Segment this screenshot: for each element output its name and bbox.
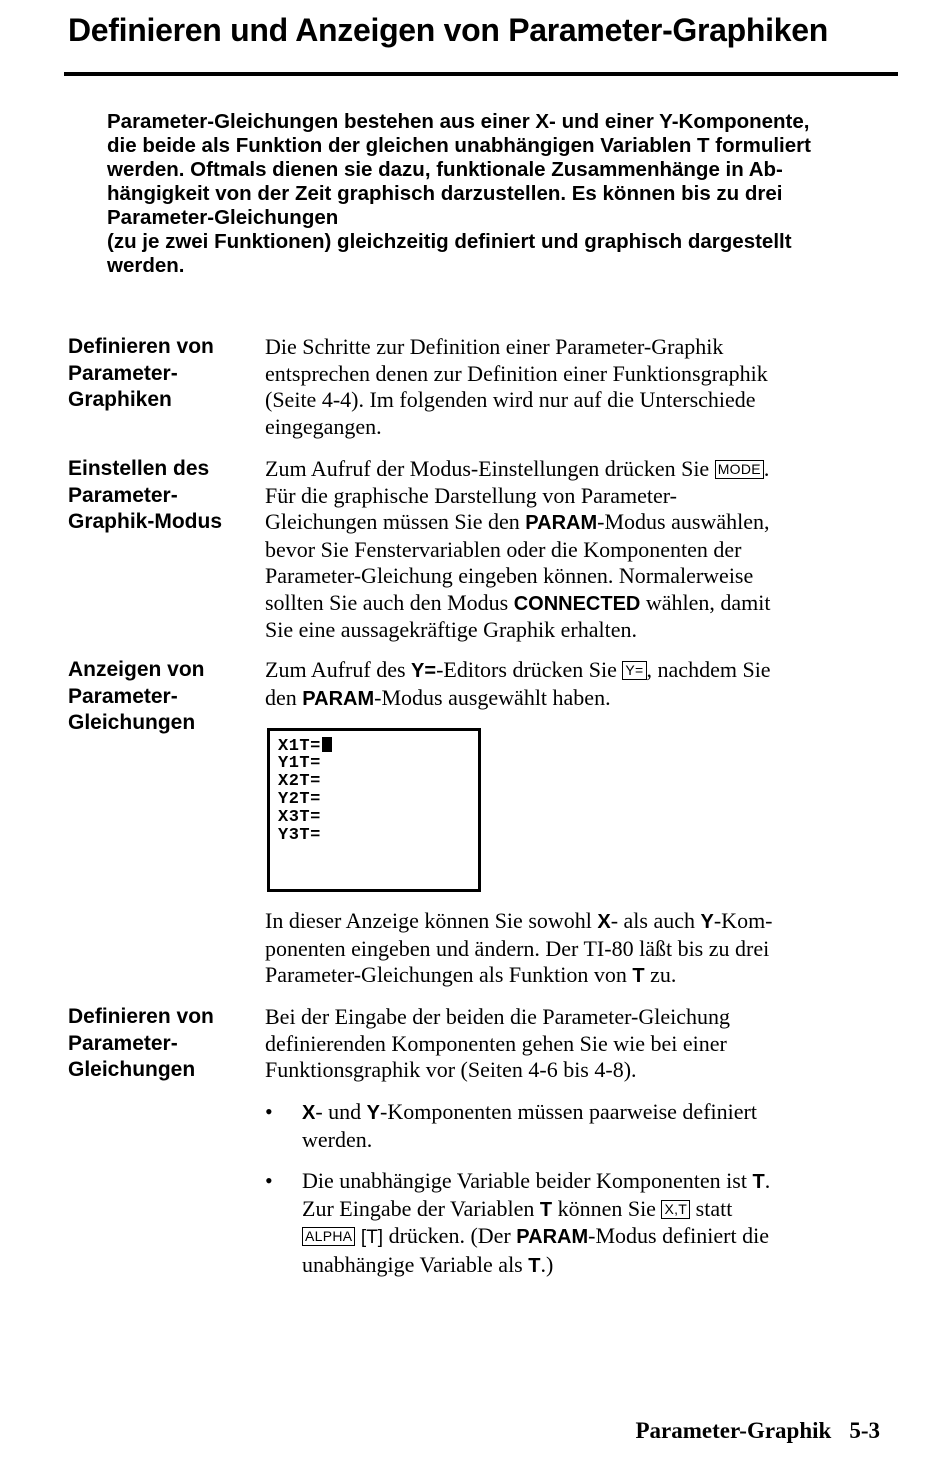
screen-line: X1T=: [278, 737, 332, 755]
section-body-modus: [265, 456, 905, 644]
heading-line: Parameter-: [68, 483, 178, 507]
title-rule: [64, 72, 898, 76]
section-body-anzeigen: [265, 657, 905, 712]
body-line: Zum Aufruf des Y=-Editors drücken Sie Y= , nachdem Sie: [265, 657, 771, 682]
intro-paragraph: [107, 110, 907, 278]
heading-line: Parameter-: [68, 684, 178, 708]
page-title: Definieren und Anzeigen von Parameter-Graphiken: [68, 12, 828, 48]
body-line: Die unabhängige Variable beider Komponenten ist T.: [302, 1168, 771, 1193]
body-line: bevor Sie Fenstervariablen oder die Komponenten der: [265, 536, 742, 562]
page-number: 5-3: [849, 1418, 880, 1443]
intro-line: (zu je zwei Funktionen) gleichzeitig definiert und graphisch dargestellt: [107, 230, 792, 253]
intro-line: hängigkeit von der Zeit graphisch darzustellen. Es können bis zu drei: [107, 182, 783, 205]
body-line: sollten Sie auch den Modus CONNECTED wählen, damit: [265, 589, 771, 615]
screen-line: Y1T=: [278, 754, 321, 773]
heading-line: Parameter-: [68, 1031, 178, 1055]
body-line: Parameter-Gleichungen als Funktion von T zu.: [265, 962, 677, 987]
body-line: den PARAM-Modus ausgewählt haben.: [265, 684, 611, 710]
cursor-icon: [322, 737, 332, 752]
footer-section-title: Parameter-Graphik: [635, 1418, 832, 1443]
heading-line: Graphiken: [68, 388, 172, 411]
heading-line: Definieren von: [68, 1005, 214, 1028]
body-line: eingegangen.: [265, 413, 382, 439]
xt-key-icon: X,T: [661, 1200, 690, 1219]
page-footer: [635, 1418, 880, 1444]
body-line: Für die graphische Darstellung von Parameter-: [265, 482, 677, 508]
heading-line: Gleichungen: [68, 1058, 196, 1081]
y-equals-key-icon: Y=: [622, 661, 646, 680]
intro-line: Parameter-Gleichungen bestehen aus einer X- und einer Y-Komponente,: [107, 110, 810, 133]
body-line: ponenten eingeben und ändern. Der TI-80 läßt bis zu drei: [265, 935, 770, 961]
body-line: unabhängige Variable als T.): [302, 1251, 554, 1277]
section-body-definieren-gleichungen: [265, 1004, 905, 1084]
heading-line: Graphik-Modus: [68, 510, 223, 533]
body-line: werden.: [302, 1126, 373, 1152]
screen-line: Y3T=: [278, 826, 321, 845]
intro-line: werden. Oftmals dienen sie dazu, funktionale Zusammenhänge in Ab-: [107, 158, 783, 181]
calculator-screen: [267, 728, 481, 892]
section-heading-definieren-gleichungen: [68, 1004, 258, 1084]
body-line: Die Schritte zur Definition einer Parameter-Graphik: [265, 334, 724, 359]
section-heading-modus: [68, 456, 258, 536]
mode-key-icon: MODE: [715, 460, 764, 479]
body-line: Funktionsgraphik vor (Seiten 4-6 bis 4-8).: [265, 1057, 637, 1082]
body-line: Gleichungen müssen Sie den PARAM-Modus auswählen,: [265, 509, 770, 534]
section-heading-definieren-graphiken: [68, 334, 258, 414]
alpha-key-icon: ALPHA: [302, 1227, 355, 1246]
heading-line: Einstellen des: [68, 457, 210, 480]
bullet-icon: •: [265, 1099, 273, 1124]
section-body-definieren-graphiken: [265, 334, 905, 440]
body-line: ALPHA [T] drücken. (Der PARAM-Modus definiert die: [302, 1223, 892, 1252]
intro-line: Parameter-Gleichungen: [107, 206, 339, 229]
body-line: Parameter-Gleichung eingeben können. Normalerweise: [265, 563, 754, 588]
body-line: definierenden Komponenten gehen Sie wie bei einer: [265, 1030, 727, 1056]
screen-line: X3T=: [278, 808, 321, 827]
body-line: entsprechen denen zur Definition einer Funktionsgraphik: [265, 360, 768, 386]
t-key-label: [T]: [360, 1227, 384, 1248]
body-line: In dieser Anzeige können Sie sowohl X- als auch Y-Kom-: [265, 908, 773, 933]
body-line: Sie eine aussagekräftige Graphik erhalten.: [265, 617, 638, 642]
intro-line: werden.: [107, 254, 185, 277]
section-heading-anzeigen: [68, 657, 258, 737]
heading-line: Parameter-: [68, 361, 178, 385]
heading-line: Definieren von: [68, 335, 214, 358]
body-line: Zur Eingabe der Variablen T können Sie X,T statt: [302, 1195, 733, 1221]
bullet-icon: •: [265, 1168, 273, 1193]
body-line: Zum Aufruf der Modus-Einstellungen drücken Sie MODE .: [265, 456, 770, 481]
screen-line: Y2T=: [278, 790, 321, 809]
body-line: Bei der Eingabe der beiden die Parameter-Gleichung: [265, 1004, 731, 1029]
body-line: (Seite 4-4). Im folgenden wird nur auf die Unterschiede: [265, 387, 756, 412]
heading-line: Anzeigen von: [68, 658, 205, 681]
body-line: X- und Y-Komponenten müssen paarweise definiert: [302, 1099, 757, 1124]
intro-line: die beide als Funktion der gleichen unabhängigen Variablen T formuliert: [107, 134, 811, 157]
screen-description: [265, 908, 905, 990]
heading-line: Gleichungen: [68, 711, 196, 734]
screen-line: X2T=: [278, 772, 321, 791]
